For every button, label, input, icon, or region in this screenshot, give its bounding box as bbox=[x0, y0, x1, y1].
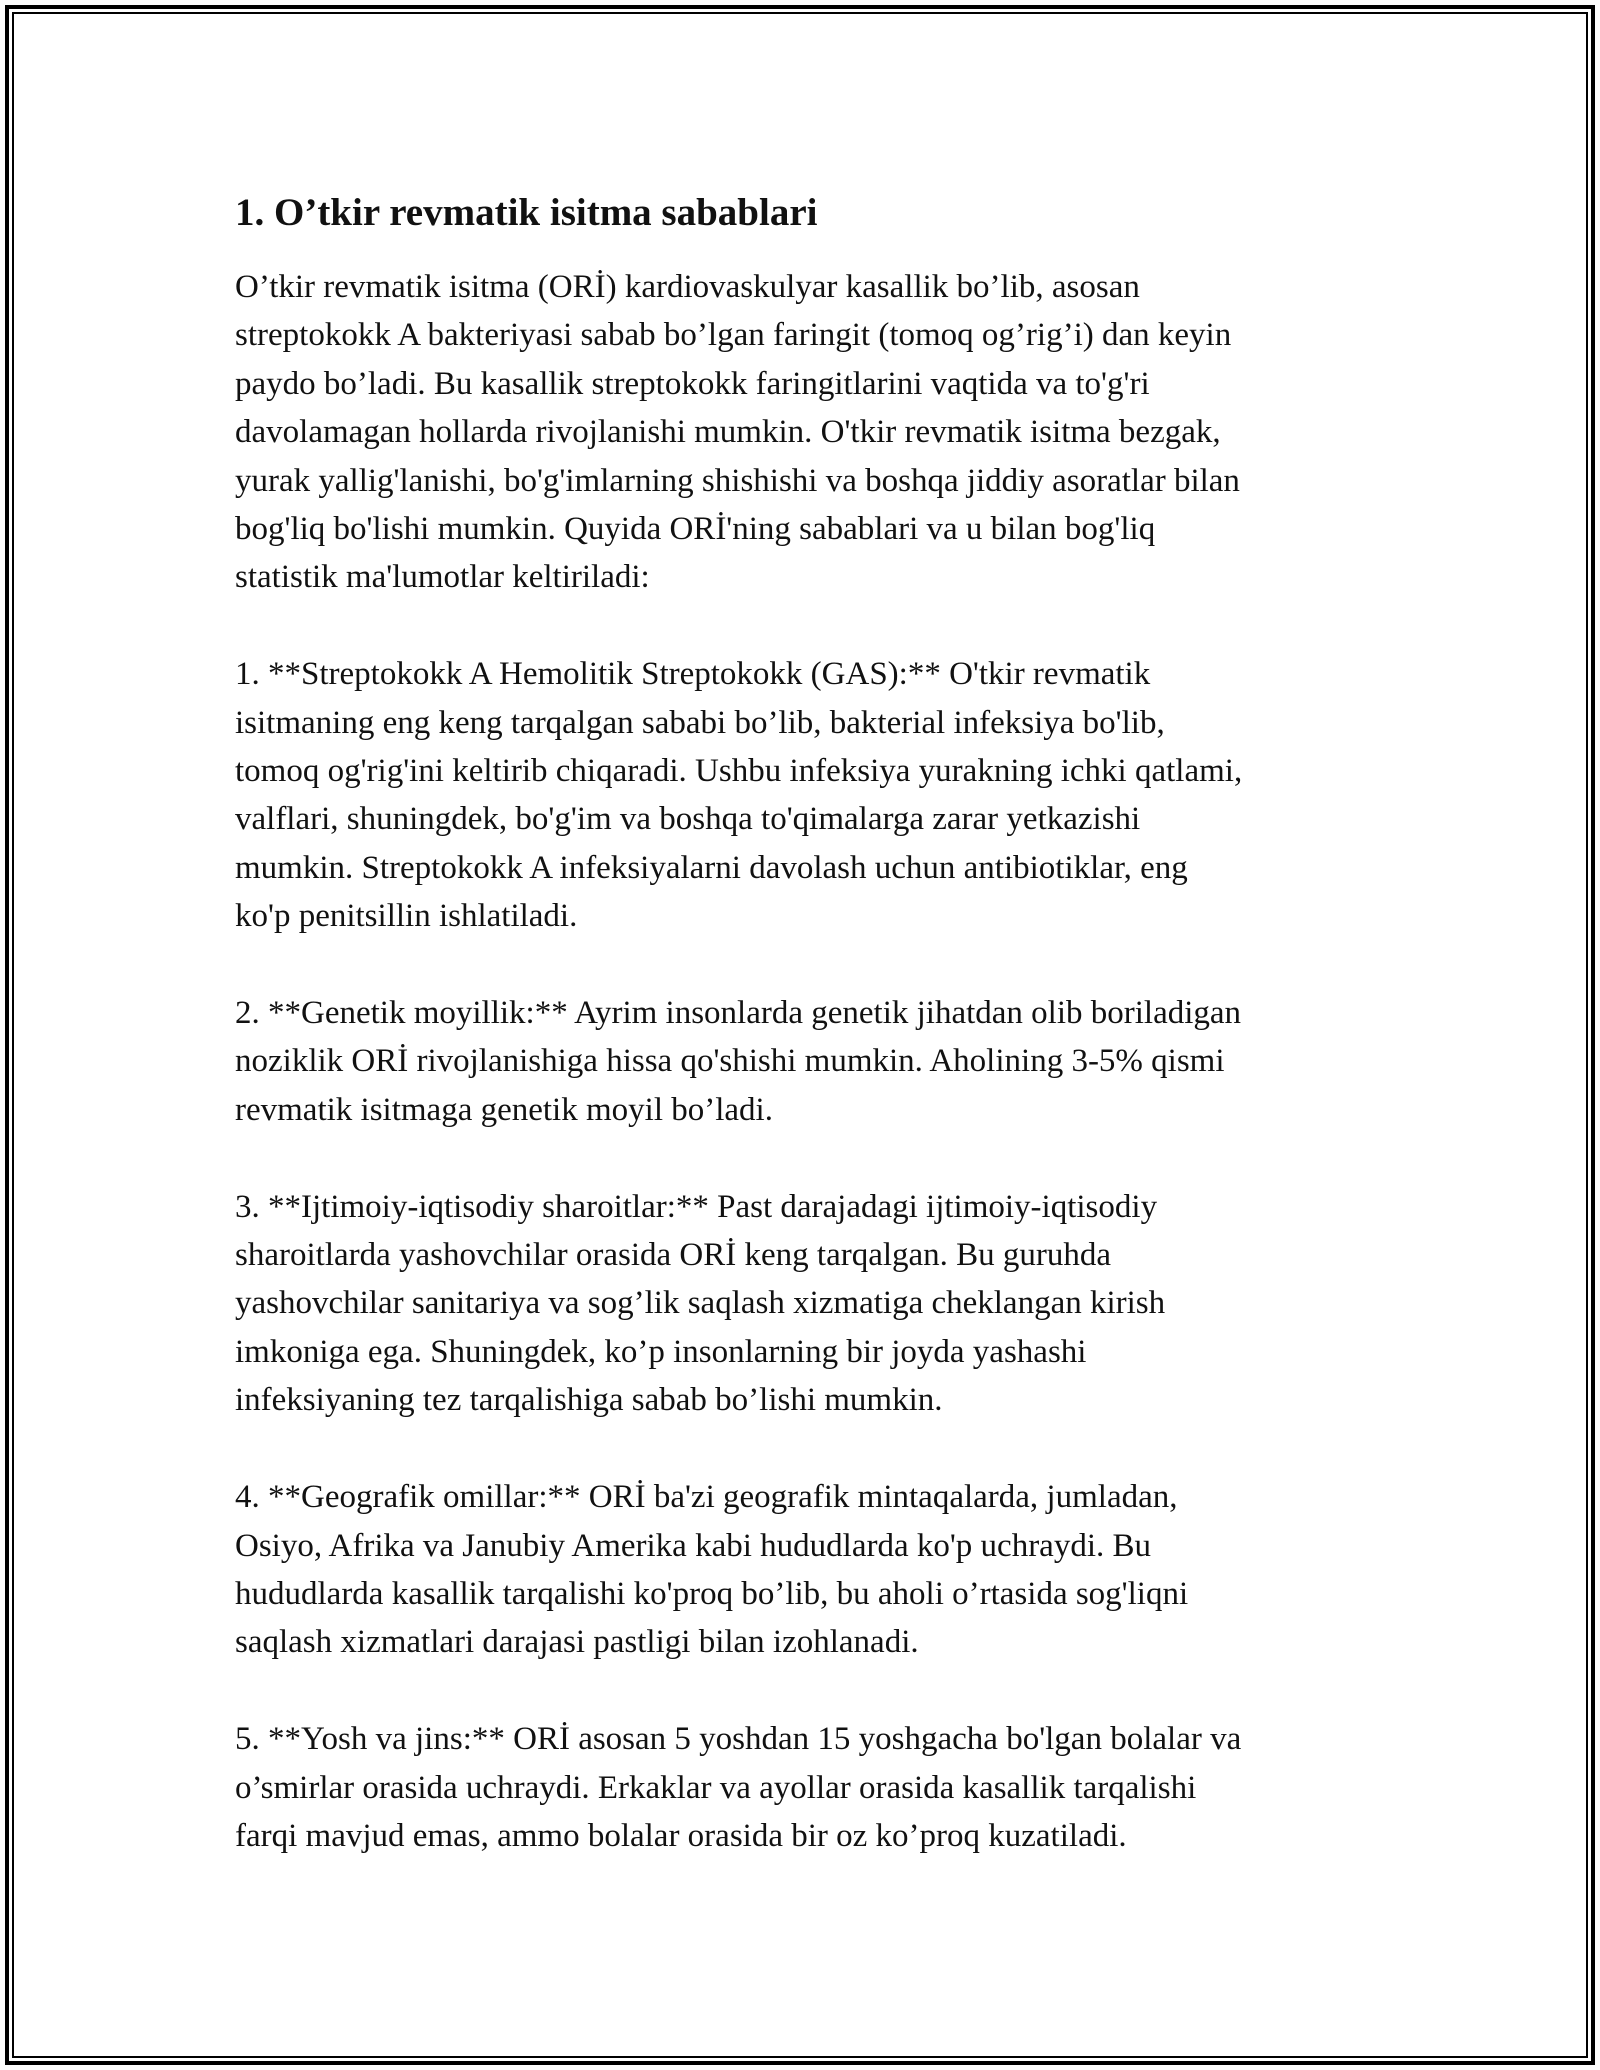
text-line: O’tkir revmatik isitma (ORİ) kardiovaskulyar kasallik bo’lib, asosan bbox=[235, 269, 1140, 305]
text-line: sharoitlarda yashovchilar orasida ORİ keng tarqalgan. Bu guruhda bbox=[235, 1237, 1112, 1274]
cause-age-sex-paragraph bbox=[235, 1715, 1375, 1860]
document-body bbox=[235, 185, 1375, 1909]
text-line: Osiyo, Afrika va Janubiy Amerika kabi hududlarda ko'p uchraydi. Bu bbox=[235, 1527, 1152, 1564]
text-line: hududlarda kasallik tarqalishi ko'proq bo’lib, bu aholi o’rtasida sog'liqni bbox=[235, 1575, 1189, 1612]
cause-streptococcus-paragraph bbox=[235, 650, 1375, 940]
text-line: mumkin. Streptokokk A infeksiyalarni davolash uchun antibiotiklar, eng bbox=[235, 849, 1188, 886]
text-line: 5. **Yosh va jins:** ORİ asosan 5 yoshdan 15 yoshgacha bo'lgan bolalar va bbox=[235, 1721, 1242, 1758]
text-line: yashovchilar sanitariya va sog’lik saqlash xizmatiga cheklangan kirish bbox=[235, 1285, 1166, 1322]
text-line: farqi mavjud emas, ammo bolalar orasida bir oz ko’proq kuzatiladi. bbox=[235, 1817, 1127, 1854]
page-title: 1. O’tkir revmatik isitma sabablari bbox=[235, 191, 818, 234]
text-line: paydo bo’ladi. Bu kasallik streptokokk faringitlarini vaqtida va to'g'ri bbox=[235, 365, 1150, 402]
text-line: tomoq og'rig'ini keltirib chiqaradi. Ushbu infeksiya yurakning ichki qatlami, bbox=[235, 753, 1243, 790]
text-line: 2. **Genetik moyillik:** Ayrim insonlarda genetik jihatdan olib boriladigan bbox=[235, 995, 1242, 1032]
text-line: davolamagan hollarda rivojlanishi mumkin. O'tkir revmatik isitma bezgak, bbox=[235, 414, 1221, 451]
text-line: 4. **Geografik omillar:** ORİ ba'zi geografik mintaqalarda, jumladan, bbox=[235, 1479, 1178, 1516]
text-line: ko'p penitsillin ishlatiladi. bbox=[235, 898, 578, 935]
text-line: valflari, shuningdek, bo'g'im va boshqa to'qimalarga zarar yetkazishi bbox=[235, 801, 1141, 838]
text-line: bog'liq bo'lishi mumkin. Quyida ORİ'ning sabablari va u bilan bog'liq bbox=[235, 511, 1156, 548]
text-line: yurak yallig'lanishi, bo'g'imlarning shishishi va boshqa jiddiy asoratlar bilan bbox=[235, 462, 1240, 499]
text-line: statistik ma'lumotlar keltiriladi: bbox=[235, 559, 650, 596]
text-line: 3. **Ijtimoiy-iqtisodiy sharoitlar:** Past darajadagi ijtimoiy-iqtisodiy bbox=[235, 1188, 1158, 1225]
text-line: noziklik ORİ rivojlanishiga hissa qo'shishi mumkin. Aholining 3-5% qismi bbox=[235, 1043, 1225, 1080]
text-line: revmatik isitmaga genetik moyil bo’ladi. bbox=[235, 1091, 773, 1128]
cause-socioeconomic-paragraph bbox=[235, 1183, 1375, 1425]
text-line: saqlash xizmatlari darajasi pastligi bilan izohlanadi. bbox=[235, 1624, 919, 1661]
cause-genetic-paragraph bbox=[235, 989, 1375, 1134]
intro-paragraph bbox=[235, 263, 1375, 602]
text-line: 1. **Streptokokk A Hemolitik Streptokokk (GAS):** O'tkir revmatik bbox=[235, 656, 1151, 693]
text-line: imkoniga ega. Shuningdek, ko’p insonlarning bir joyda yashashi bbox=[235, 1333, 1087, 1370]
text-line: infeksiyaning tez tarqalishiga sabab bo’lishi mumkin. bbox=[235, 1382, 943, 1419]
cause-geographic-paragraph bbox=[235, 1473, 1375, 1667]
text-line: isitmaning eng keng tarqalgan sababi bo’lib, bakterial infeksiya bo'lib, bbox=[235, 704, 1165, 741]
text-line: o’smirlar orasida uchraydi. Erkaklar va ayollar orasida kasallik tarqalishi bbox=[235, 1769, 1197, 1806]
text-line: streptokokk A bakteriyasi sabab bo’lgan faringit (tomoq og’rig’i) dan keyin bbox=[235, 317, 1232, 354]
